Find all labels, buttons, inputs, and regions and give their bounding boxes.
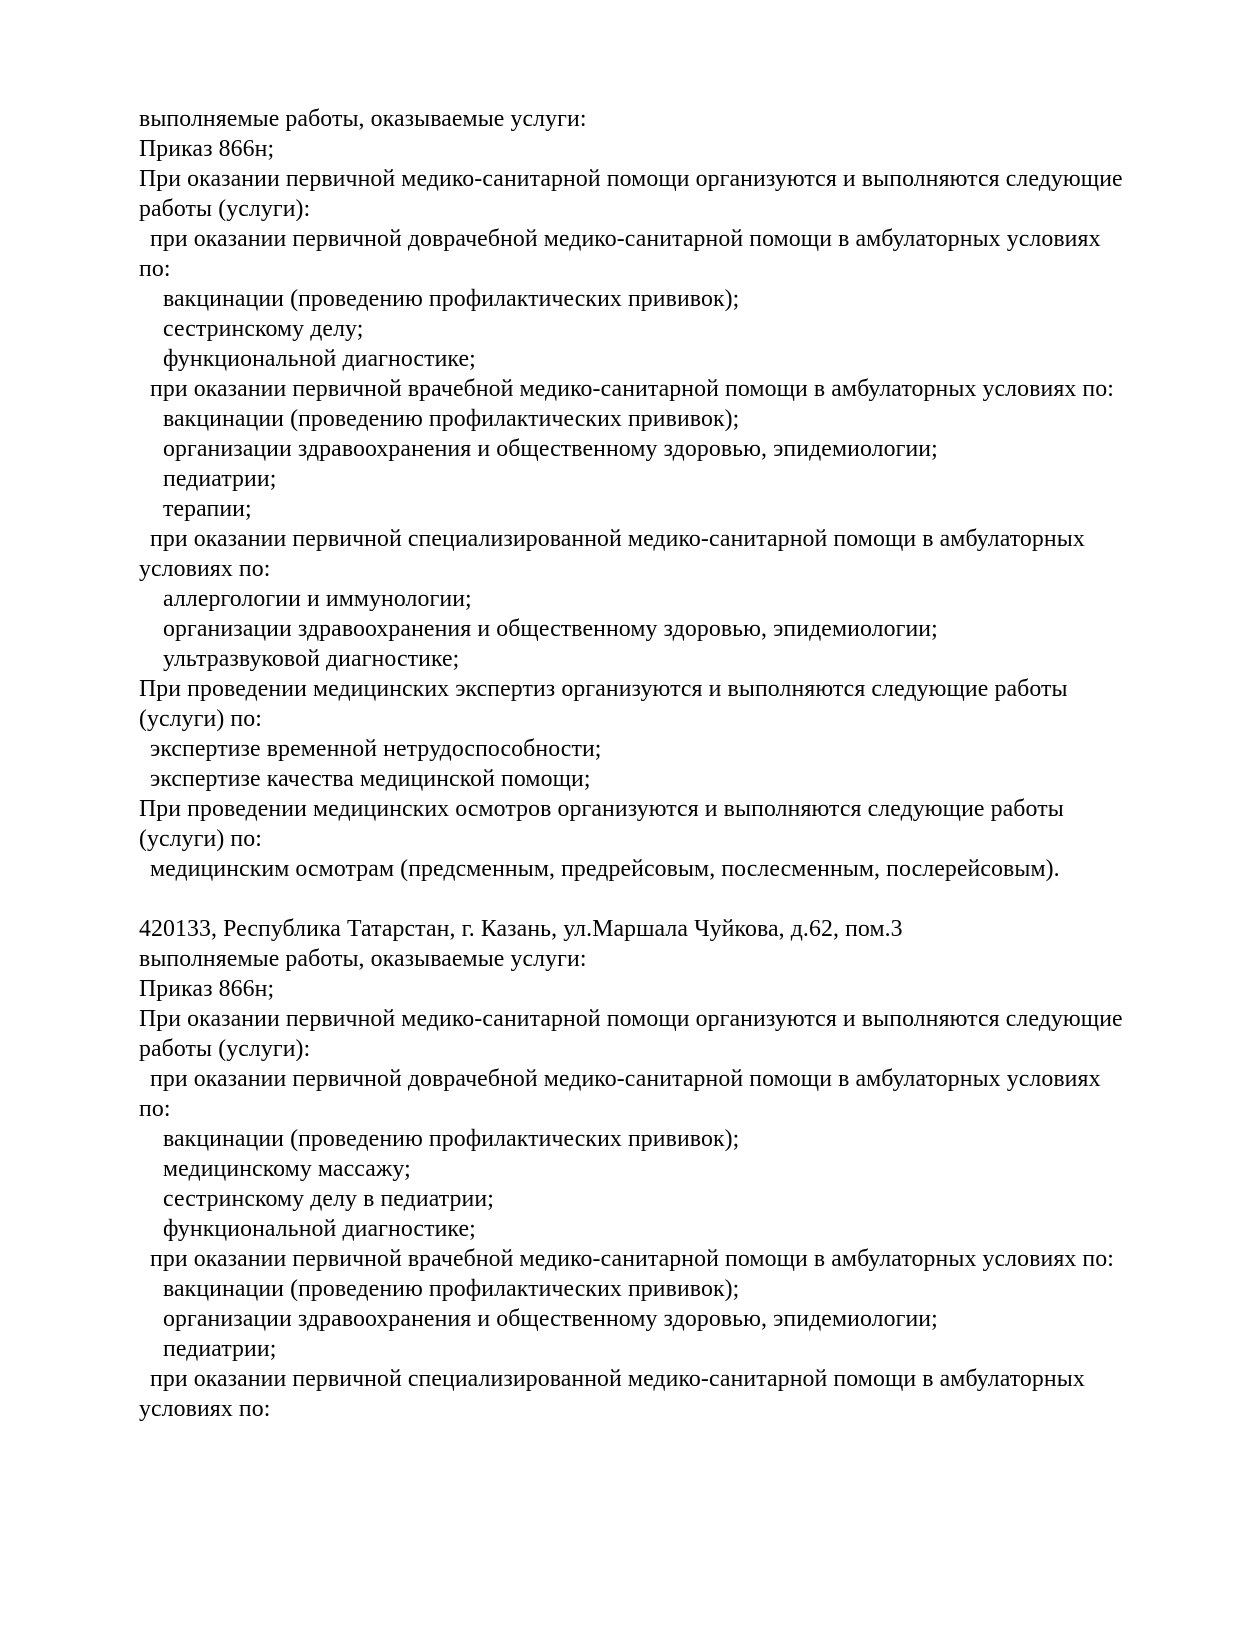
- text-line: работы (услуги):: [139, 196, 311, 222]
- text-line: (услуги) по:: [139, 706, 262, 732]
- text-line: работы (услуги):: [139, 1036, 311, 1062]
- text-line: при оказании первичной специализированной медико-санитарной помощи в амбулаторных: [150, 526, 1085, 552]
- blank-line: [139, 884, 1220, 914]
- text-line: педиатрии;: [163, 1336, 277, 1362]
- text-line: При оказании первичной медико-санитарной помощи организуются и выполняются следующие: [139, 1006, 1123, 1032]
- text-line: выполняемые работы, оказываемые услуги:: [139, 946, 587, 972]
- text-line: ультразвуковой диагностике;: [163, 646, 460, 672]
- text-line: условиях по:: [139, 1396, 271, 1422]
- text-line: терапии;: [163, 496, 252, 522]
- text-line: Приказ 866н;: [139, 136, 275, 162]
- text-line: по:: [139, 256, 171, 282]
- text-line: организации здравоохранения и общественному здоровью, эпидемиологии;: [163, 616, 938, 642]
- document-lines: [139, 104, 1220, 1424]
- text-line: экспертизе временной нетрудоспособности;: [150, 736, 602, 762]
- text-line: выполняемые работы, оказываемые услуги:: [139, 106, 587, 132]
- text-line: вакцинации (проведению профилактических прививок);: [163, 406, 740, 432]
- text-line: функциональной диагностике;: [163, 346, 476, 372]
- text-line: по:: [139, 1096, 171, 1122]
- text-line: сестринскому делу;: [163, 316, 364, 342]
- text-line: при оказании первичной врачебной медико-санитарной помощи в амбулаторных условиях по:: [150, 376, 1114, 402]
- text-line: вакцинации (проведению профилактических прививок);: [163, 286, 740, 312]
- text-line: (услуги) по:: [139, 826, 262, 852]
- text-line: сестринскому делу в педиатрии;: [163, 1186, 494, 1212]
- text-line: организации здравоохранения и общественному здоровью, эпидемиологии;: [163, 1306, 938, 1332]
- text-line: при оказании первичной врачебной медико-санитарной помощи в амбулаторных условиях по:: [150, 1246, 1114, 1272]
- text-line: вакцинации (проведению профилактических прививок);: [163, 1126, 740, 1152]
- text-line: При проведении медицинских осмотров организуются и выполняются следующие работы: [139, 796, 1064, 822]
- text-line: При оказании первичной медико-санитарной помощи организуются и выполняются следующие: [139, 166, 1123, 192]
- text-line: Приказ 866н;: [139, 976, 275, 1002]
- text-line: медицинским осмотрам (предсменным, предрейсовым, послесменным, послерейсовым).: [150, 856, 1060, 882]
- text-line: при оказании первичной специализированной медико-санитарной помощи в амбулаторных: [150, 1366, 1085, 1392]
- text-line: При проведении медицинских экспертиз организуются и выполняются следующие работы: [139, 676, 1068, 702]
- text-line: функциональной диагностике;: [163, 1216, 476, 1242]
- text-line: медицинскому массажу;: [163, 1156, 411, 1182]
- text-line: аллергологии и иммунологии;: [163, 586, 472, 612]
- text-line: при оказании первичной доврачебной медико-санитарной помощи в амбулаторных условиях: [150, 226, 1101, 252]
- text-line: организации здравоохранения и общественному здоровью, эпидемиологии;: [163, 436, 938, 462]
- text-line: условиях по:: [139, 556, 271, 582]
- text-line: экспертизе качества медицинской помощи;: [150, 766, 591, 792]
- text-line: вакцинации (проведению профилактических прививок);: [163, 1276, 740, 1302]
- text-line: педиатрии;: [163, 466, 277, 492]
- text-line: 420133, Республика Татарстан, г. Казань, ул.Маршала Чуйкова, д.62, пом.3: [139, 916, 903, 942]
- text-line: при оказании первичной доврачебной медико-санитарной помощи в амбулаторных условиях: [150, 1066, 1101, 1092]
